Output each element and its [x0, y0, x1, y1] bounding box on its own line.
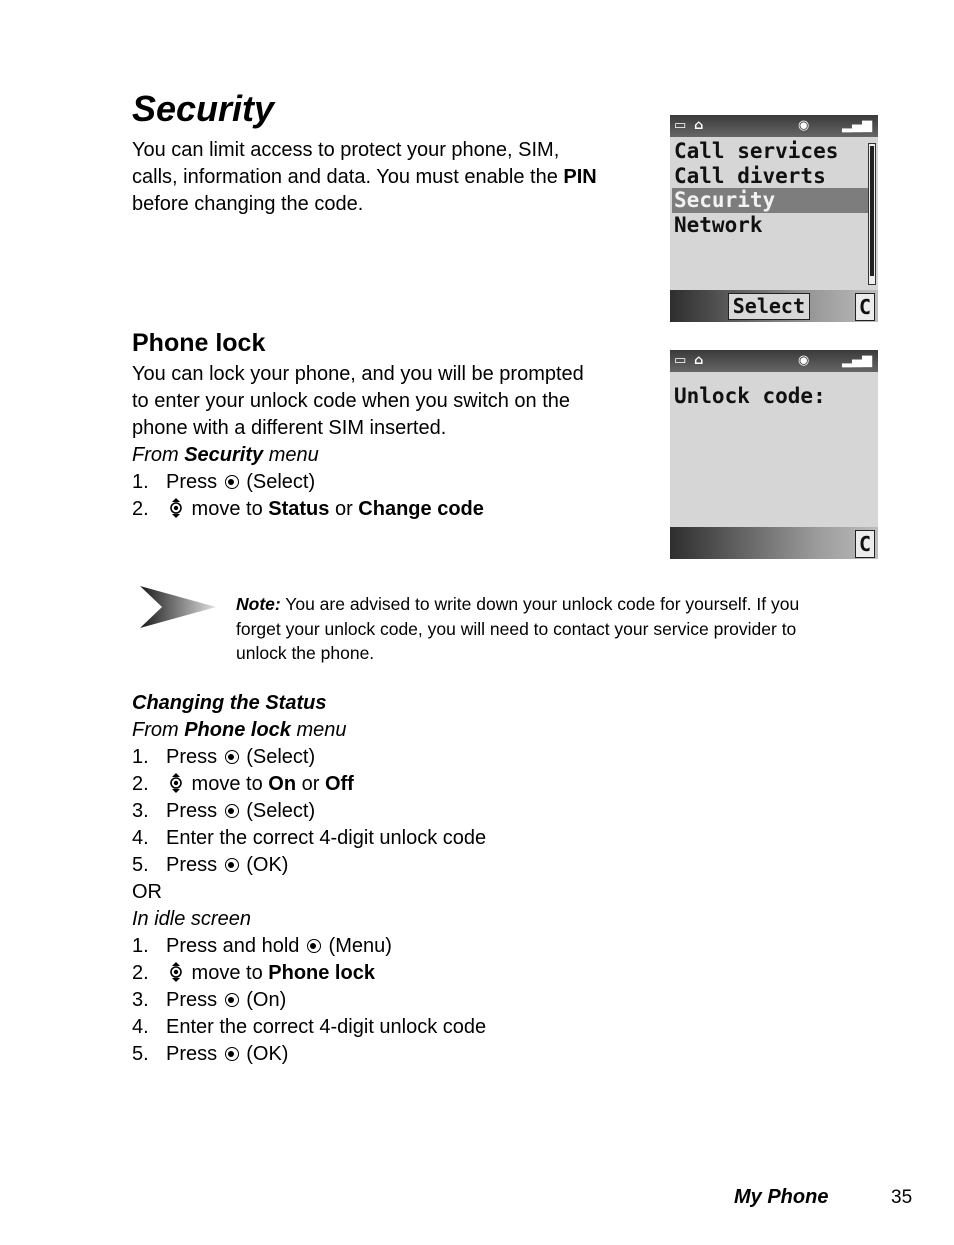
- idle-step-4: 4. Enter the correct 4-digit unlock code: [132, 1016, 487, 1038]
- message-icon: ▭: [674, 353, 687, 368]
- navigation-key-icon: [168, 773, 184, 793]
- lock-icon: ⌂: [694, 118, 704, 133]
- select-key-icon: [225, 804, 239, 818]
- softkey-bar: [670, 290, 878, 322]
- step-1: 1. Press (Select): [132, 471, 316, 493]
- menu-item-call-services[interactable]: Call services: [674, 139, 839, 163]
- changing-status-section: [132, 690, 486, 1068]
- menu-item-network[interactable]: Network: [674, 212, 763, 237]
- intro-paragraph: [132, 137, 652, 218]
- idle-step-1: 1. Press and hold (Menu): [132, 935, 392, 957]
- status-step-3: 3. Press (Select): [132, 800, 316, 822]
- navigation-key-icon: [168, 498, 184, 518]
- note-arrow-icon: [138, 584, 218, 630]
- signal-icon: ▂▄▆: [842, 118, 872, 133]
- ringer-icon: ◉: [798, 353, 810, 368]
- select-softkey[interactable]: Select: [728, 293, 810, 320]
- unlock-code-label: Unlock code:: [674, 384, 826, 408]
- idle-step-2: 2. move to Phone lock: [132, 962, 375, 984]
- step-2: 2. move to Status or Change code: [132, 498, 484, 520]
- scrollbar[interactable]: [868, 143, 876, 285]
- status-bar: [670, 115, 878, 137]
- status-step-1: 1. Press (Select): [132, 746, 316, 768]
- page-title: Security: [132, 88, 275, 129]
- phone-screen-security-menu: [670, 115, 878, 322]
- phone-lock-line-3: phone with a different SIM inserted.: [132, 417, 447, 439]
- status-step-5: 5. Press (OK): [132, 854, 289, 876]
- select-key-icon: [225, 1047, 239, 1061]
- signal-icon: ▂▄▆: [842, 353, 872, 368]
- from-phone-lock-menu: From Phone lock menu: [132, 719, 347, 741]
- idle-step-5: 5. Press (OK): [132, 1043, 289, 1065]
- message-icon: ▭: [674, 118, 687, 133]
- note-label: Note:: [236, 594, 281, 614]
- menu-item-call-diverts[interactable]: Call diverts: [674, 163, 826, 188]
- select-key-icon: [225, 475, 239, 489]
- softkey-bar: [670, 527, 878, 559]
- navigation-key-icon: [168, 962, 184, 982]
- status-step-4: 4. Enter the correct 4-digit unlock code: [132, 827, 487, 849]
- phone-lock-line-2: to enter your unlock code when you switch on the: [132, 390, 571, 412]
- ringer-icon: ◉: [798, 118, 810, 133]
- status-bar: [670, 350, 878, 372]
- idle-screen-label: In idle screen: [132, 908, 251, 930]
- phone-lock-section: [132, 361, 652, 523]
- from-security-menu: From Security menu: [132, 444, 319, 466]
- intro-line-2: calls, information and data. You must enable the PIN: [132, 166, 597, 188]
- pin-term: PIN: [563, 166, 597, 188]
- status-step-2: 2. move to On or Off: [132, 773, 354, 795]
- note-box: Note: You are advised to write down your unlock code for yourself. If you forget your unlock code, you will need to contact your service provider to unlock the phone.: [236, 594, 800, 663]
- phone-screen-unlock-code: [670, 350, 878, 559]
- phone-lock-heading: Phone lock: [132, 329, 266, 357]
- select-key-icon: [225, 750, 239, 764]
- intro-line-1: You can limit access to protect your phone, SIM,: [132, 139, 560, 161]
- page-number: 35: [891, 1187, 913, 1208]
- or-text: OR: [132, 881, 162, 903]
- idle-step-3: 3. Press (On): [132, 989, 287, 1011]
- menu-list: [672, 139, 868, 237]
- select-key-icon: [225, 993, 239, 1007]
- footer-section-name: My Phone: [734, 1186, 829, 1208]
- intro-line-3: before changing the code.: [132, 193, 364, 215]
- select-key-icon: [307, 939, 321, 953]
- clear-softkey[interactable]: C: [855, 530, 875, 558]
- select-key-icon: [225, 858, 239, 872]
- phone-lock-line-1: You can lock your phone, and you will be prompted: [132, 363, 584, 385]
- clear-softkey[interactable]: C: [855, 293, 875, 321]
- lock-icon: ⌂: [694, 353, 704, 368]
- changing-status-heading: Changing the Status: [132, 692, 327, 714]
- menu-item-security[interactable]: Security: [672, 188, 868, 213]
